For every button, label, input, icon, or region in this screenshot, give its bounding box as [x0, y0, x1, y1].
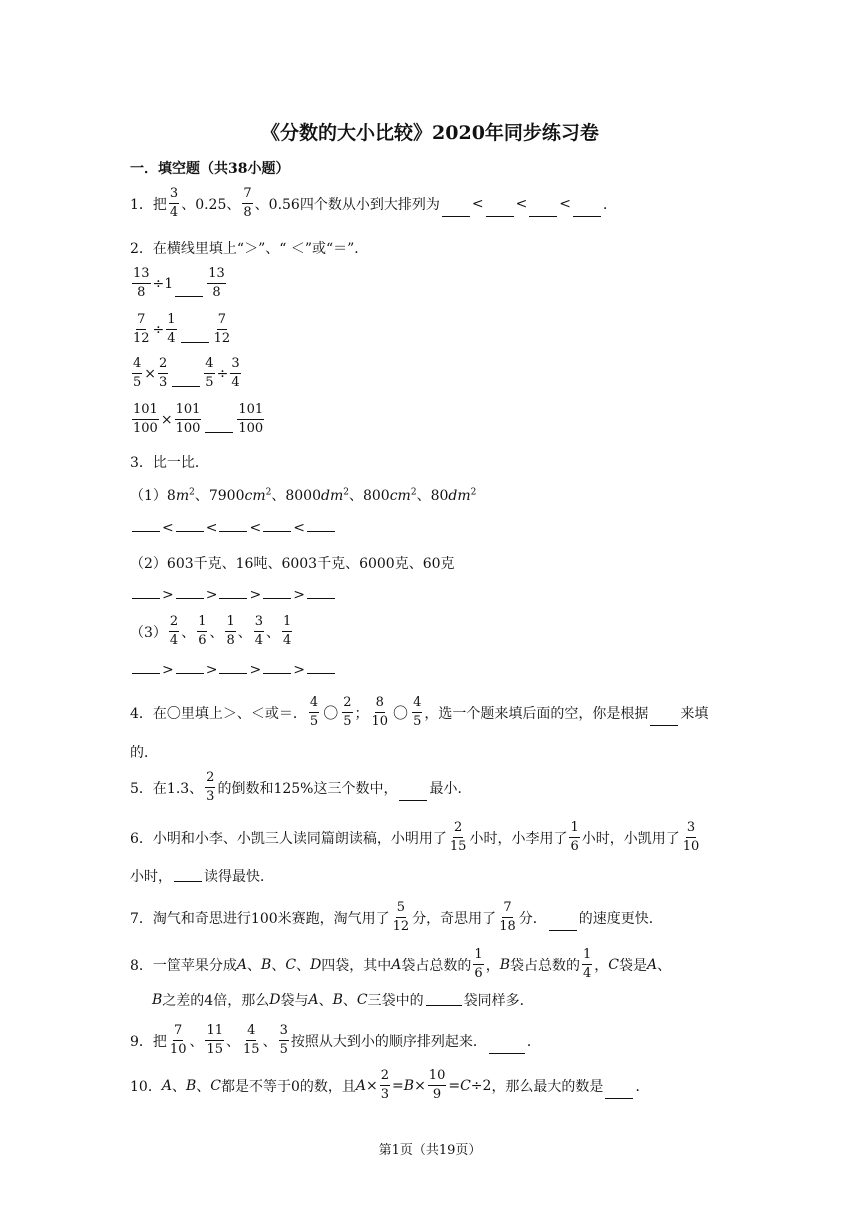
answer-blank[interactable]	[176, 597, 204, 599]
answer-blank[interactable]	[442, 215, 470, 217]
q1-text: 1．把	[130, 196, 167, 213]
answer-blank[interactable]	[174, 880, 202, 882]
answer-blank[interactable]	[132, 530, 160, 532]
answer-blank[interactable]	[219, 597, 247, 599]
question-2-text: 2．在横线里填上“＞”、“ ＜”或“＝”．	[130, 241, 369, 257]
answer-blank[interactable]	[263, 597, 291, 599]
question-1: 1．把 $\frac{3}{4}$ 、0.25、 $\frac{7}{8}$ 、0.56四个数从小到大排列为 < < < ．	[130, 186, 618, 220]
answer-blank[interactable]	[426, 1004, 462, 1006]
question-4: 4．在〇里填上＞、＜或＝． $\frac{4}{5}$ 〇 $\frac{2}{5}$ ； $\frac{8}{10}$ 〇 $\frac{4}{5}$ ，选一个题来填后面的空，你是根据 来填	[130, 695, 709, 729]
question-7: 7．淘气和奇思进行100米赛跑，淘气用了 $\frac{5}{12}$ 分，奇思用了 $\frac{7}{18}$ 分． 的速度更快．	[130, 900, 663, 934]
question-9: 9．把 $\frac{7}{10}$ 、 $\frac{11}{15}$ 、 $\frac{4}{15}$ 、 $\frac{3}{5}$ 按照从大到小的顺序排列起来． ．	[130, 1023, 541, 1057]
answer-blank[interactable]	[307, 672, 335, 674]
compare-circle[interactable]: 〇	[323, 704, 339, 722]
answer-blank[interactable]	[529, 215, 557, 217]
fraction: $\frac{7}{8}$	[243, 186, 252, 220]
answer-blank[interactable]	[399, 799, 427, 801]
answer-blank[interactable]	[205, 431, 233, 433]
answer-blank[interactable]	[132, 597, 160, 599]
fraction: $\frac{3}{4}$	[169, 186, 179, 220]
q2-row-1: $\frac{13}{8}$ ÷1 $\frac{13}{8}$	[133, 266, 225, 300]
q2-row-3: $\frac{4}{5}$ × $\frac{2}{3}$ $\frac{4}{5}$ ÷ $\frac{3}{4}$	[133, 356, 240, 390]
q8-line-2: B 之差的4倍，那么 D 袋与 A 、 B 、 C 三袋中的 袋同样多．	[152, 992, 534, 1009]
q6-line-2: 小时， 读得最快．	[130, 869, 274, 885]
answer-blank[interactable]	[573, 215, 601, 217]
question-10: 10． A 、 B 、 C 都是不等于0的数，且 A × $\frac{2}{3}$ = B × $\frac{10}{9}$ = C ÷2 ，那么最大的数是 ．	[130, 1068, 650, 1102]
answer-blank[interactable]	[219, 672, 247, 674]
compare-circle[interactable]: 〇	[393, 704, 409, 722]
answer-blank[interactable]	[172, 385, 200, 387]
answer-blank[interactable]	[176, 672, 204, 674]
answer-blank[interactable]	[605, 1097, 633, 1099]
question-8: 8．一筐苹果分成 A 、 B 、 C 、 D 四袋，其中 A 袋占总数的 $\frac{1}{6}$ ， B 袋占总数的 $\frac{1}{4}$ ， C 袋是 A 、	[130, 947, 672, 981]
answer-blank[interactable]	[175, 295, 203, 297]
page-footer: 第1页（共19页）	[378, 1143, 482, 1158]
q3-part-3: （3） $\frac{2}{4}$ 、 $\frac{1}{6}$ 、 $\frac{1}{8}$ 、 $\frac{3}{4}$ 、 $\frac{1}{4}$	[130, 614, 292, 648]
answer-blank[interactable]	[307, 530, 335, 532]
section-heading: 一．填空题（共38小题）	[130, 161, 290, 177]
answer-blank[interactable]	[489, 1052, 525, 1054]
answer-blank[interactable]	[176, 530, 204, 532]
q3-answer-row-2: > > > >	[130, 587, 337, 603]
answer-blank[interactable]	[486, 215, 514, 217]
q3-answer-row-3: > > > >	[130, 662, 337, 678]
answer-blank[interactable]	[307, 597, 335, 599]
answer-blank[interactable]	[650, 724, 678, 726]
answer-blank[interactable]	[263, 530, 291, 532]
q2-row-4: $\frac{101}{100}$ × $\frac{101}{100}$ $\frac{101}{100}$	[133, 402, 264, 436]
answer-blank[interactable]	[263, 672, 291, 674]
q4-line-2: 的．	[130, 745, 158, 761]
question-5: 5．在1.3、 $\frac{2}{3}$ 的倒数和125%这三个数中， 最小．	[130, 770, 472, 804]
q2-row-2: $\frac{7}{12}$ ÷ $\frac{1}{4}$ $\frac{7}{12}$	[133, 312, 231, 346]
answer-blank[interactable]	[219, 530, 247, 532]
q3-part-2: （2）603千克、16吨、6003千克、6000克、60克	[130, 556, 455, 572]
answer-blank[interactable]	[549, 929, 577, 931]
question-6: 6．小明和小李、小凯三人读同篇朗读稿，小明用了 $\frac{2}{15}$ 小时，小李用了 $\frac{1}{6}$ 小时，小凯用了 $\frac{3}{10}$	[130, 820, 700, 854]
page-title: 《分数的大小比较》2020年同步练习卷	[261, 122, 599, 144]
q3-answer-row-1: < < < <	[130, 520, 337, 536]
answer-blank[interactable]	[181, 341, 209, 343]
question-3-text: 3．比一比．	[130, 455, 209, 471]
answer-blank[interactable]	[132, 672, 160, 674]
q3-part-1: $(1)8m^2$、$7900cm^2$、$8000dm^2$、$800cm^2$、$80dm^2$	[130, 487, 477, 504]
